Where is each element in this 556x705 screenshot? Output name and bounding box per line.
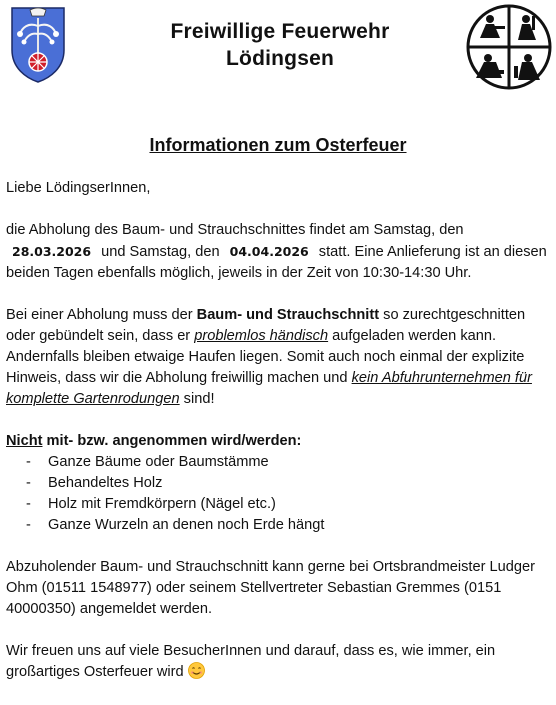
date-first-saturday: 28.03.2026 [12,244,92,259]
header-title-line2: Lödingsen [226,47,334,70]
coat-of-arms-icon [8,4,68,84]
header-title-line1: Freiwillige Feuerwehr [170,20,390,43]
list-item: - Behandeltes Holz [26,475,163,491]
document-title: Informationen zum Osterfeuer [149,135,407,155]
not-accepted-list [6,452,552,536]
paragraph-closing: Wir freuen uns auf viele BesucherInnen und darauf, dass es, wie immer, ein großartiges Osterfeuer wird [6,643,496,680]
paragraph-contacts: Abzuholender Baum- und Strauchschnitt kann gerne bei Ortsbrandmeister Ludger Ohm (01511 1548977) oder seinem Stellvertreter Sebastian Gremmes (0151 40000350) angemeldet werden. [6,559,535,617]
greeting: Liebe LödingserInnen, [6,180,151,196]
fire-brigade-emblem-icon [466,4,552,90]
list-item: - Ganze Wurzeln an denen noch Erde hängt [26,517,325,533]
list-item: - Holz mit Fremdkörpern (Nägel etc.) [26,496,276,512]
list-item: - Ganze Bäume oder Baumstämme [26,454,269,470]
date-second-saturday: 04.04.2026 [229,244,309,259]
document-body [6,178,552,683]
smiley-icon [188,662,205,679]
paragraph-pickup-rules: Bei einer Abholung muss der Baum- und Strauchschnitt so zurechtgeschnitten oder gebündelt sein, dass er problemlos händisch aufgeladen werden kann. Andernfalls bleiben etwaige Haufen liegen. Somit auch noch einmal der explizite Hinweis, dass wir die Abholung freiwillig machen und kein Abfuhrunternehmen für komplette Gartenrodungen sind! [6,307,532,407]
not-accepted-heading: Nicht mit- bzw. angenommen wird/werden: [6,433,302,449]
paragraph-pickup-dates: die Abholung des Baum- und Strauchschnittes findet am Samstag, den 28.03.2026 und Samstag, den 04.04.2026 statt. Eine Anlieferung ist an diesen beiden Tagen ebenfalls möglich, jeweils in der Zeit von 10:30-14:30 Uhr. [6,222,547,281]
